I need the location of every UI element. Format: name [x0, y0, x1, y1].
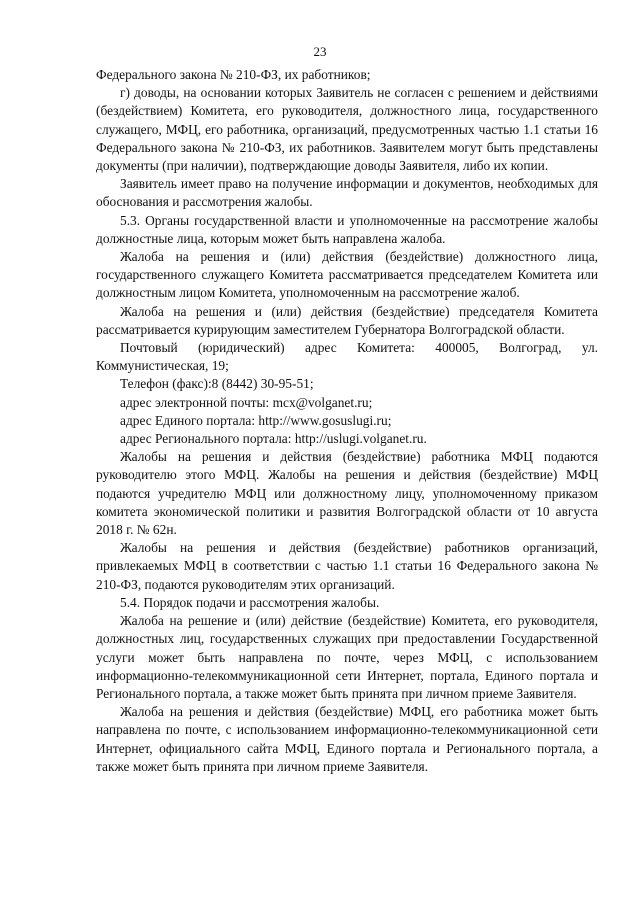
- paragraph-mfc-complaint-submission: Жалоба на решения и действия (бездействие) МФЦ, его работника может быть направлена по почте, с использованием информационно-телекоммуникационной сети Интернет, официального сайта МФЦ, Единого портала и Регионального портала, а также может быть принята при личном приеме Заявителя.: [96, 704, 598, 774]
- paragraph-item-g: г) доводы, на основании которых Заявитель не согласен с решением и действиями (бездействием) Комитета, его руководителя, должностного лица, государственного служащего, МФЦ, его работника, организаций, предусмотренных частью 1.1 статьи 16 Федерального закона № 210-ФЗ, их работников. Заявителем могут быть представлены документы (при наличии), подтверждающие доводы Заявителя, либо их копии.: [96, 85, 598, 174]
- paragraph-committee-complaint-submission: Жалоба на решение и (или) действие (бездействие) Комитета, его руководителя, должностных лиц, государственных служащих при предоставлении Государственной услуги может быть направлена по почте, через МФЦ, с использованием информационно-телекоммуникационной сети Интернет, портала, Единого портала и Регионального портала, а также может быть принята при личном приеме Заявителя.: [96, 613, 598, 701]
- paragraph-regional-portal: адрес Регионального портала: http://uslugi.volganet.ru.: [120, 431, 427, 447]
- paragraph-complaint-chairman: Жалоба на решения и (или) действия (бездействие) председателя Комитета рассматривается курирующим заместителем Губернатора Волгоградской области.: [96, 303, 598, 337]
- paragraph-email: адрес электронной почты: mcx@volganet.ru;: [120, 394, 373, 410]
- paragraph-complaint-official: Жалоба на решения и (или) действия (бездействие) должностного лица, государственного служащего Комитета рассматривается председателем Комитета или должностным лицом Комитета, уполномоченным на рассмотрение жалоб.: [96, 249, 598, 301]
- page-number: 23: [313, 44, 327, 59]
- paragraph-mfc-complaints: Жалобы на решения и действия (бездействие) работника МФЦ подаются руководителю этого МФЦ. Жалобы на решения и действия (бездействие) МФЦ подаются учредителю МФЦ или должностному лицу, уполномоченному приказом комитета экономической политики и развития Волгоградской области от 10 августа 2018 г. № 62н.: [96, 449, 598, 538]
- paragraph-organization-complaints: Жалобы на решения и действия (бездействие) работников организаций, привлекаемых МФЦ в соответствии с частью 1.1 статьи 16 Федерального закона № 210-ФЗ, подаются руководителям этих организаций.: [96, 540, 598, 592]
- paragraph-applicant-rights: Заявитель имеет право на получение информации и документов, необходимых для обоснования и рассмотрения жалобы.: [96, 176, 598, 210]
- paragraph-unified-portal: адрес Единого портала: http://www.gosuslugi.ru;: [120, 412, 392, 428]
- paragraph-section-5-4: 5.4. Порядок подачи и рассмотрения жалобы.: [120, 594, 380, 610]
- paragraph-section-5-3: 5.3. Органы государственной власти и уполномоченные на рассмотрение жалобы должностные лица, которым может быть направлена жалоба.: [96, 212, 598, 246]
- paragraph-postal-address: Почтовый (юридический) адрес Комитета: 400005, Волгоград, ул. Коммунистическая, 19;: [96, 340, 598, 374]
- paragraph-phone: Телефон (факс):8 (8442) 30-95-51;: [120, 376, 314, 392]
- paragraph-law-reference: Федерального закона № 210-ФЗ, их работников;: [96, 67, 371, 82]
- document-body: [96, 66, 598, 776]
